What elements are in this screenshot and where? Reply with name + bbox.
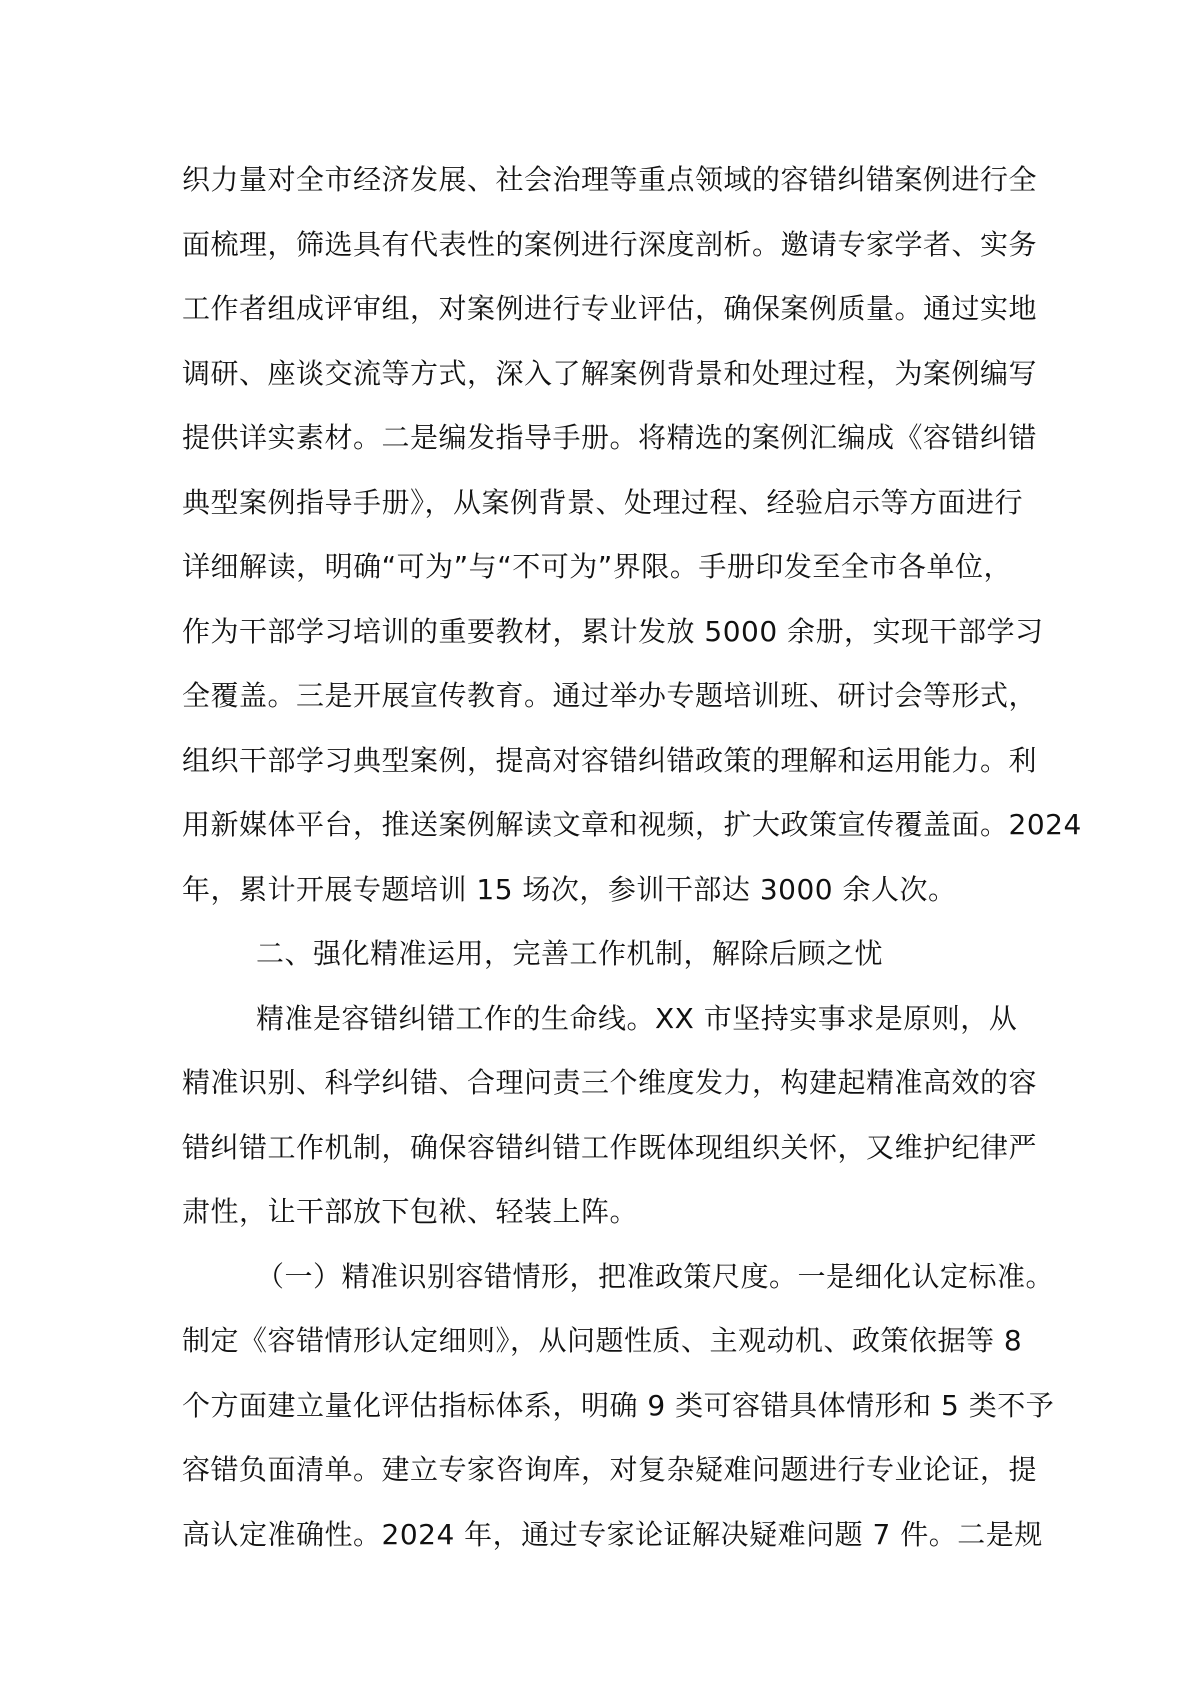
body-line: 肃性，让干部放下包袱、轻装上阵。 bbox=[182, 1195, 639, 1228]
body-line: 详细解读，明确“可为”与“不可为”界限。手册印发至全市各单位， bbox=[182, 550, 1012, 583]
section-heading: 二、强化精准运用，完善工作机制，解除后顾之忧 bbox=[256, 937, 884, 970]
body-line: 面梳理，筛选具有代表性的案例进行深度剖析。邀请专家学者、实务 bbox=[182, 227, 1038, 261]
body-line: 工作者组成评审组，对案例进行专业评估，确保案例质量。通过实地 bbox=[182, 292, 1038, 325]
document-body bbox=[182, 148, 1082, 1567]
body-line: 容错负面清单。建立专家咨询库，对复杂疑难问题进行专业论证，提 bbox=[182, 1453, 1038, 1486]
body-line: 用新媒体平台，推送案例解读文章和视频，扩大政策宣传覆盖面。2024 bbox=[182, 808, 1082, 841]
subsection-line: （一）精准识别容错情形，把准政策尺度。一是细化认定标准。 bbox=[256, 1259, 1055, 1293]
body-line: 全覆盖。三是开展宣传教育。通过举办专题培训班、研讨会等形式， bbox=[182, 679, 1038, 712]
body-line: 调研、座谈交流等方式，深入了解案例背景和处理过程，为案例编写 bbox=[182, 356, 1038, 390]
body-line: 精准识别、科学纠错、合理问责三个维度发力，构建起精准高效的容 bbox=[182, 1066, 1038, 1099]
body-line: 织力量对全市经济发展、社会治理等重点领域的容错纠错案例进行全 bbox=[182, 163, 1038, 196]
body-line: 作为干部学习培训的重要教材，累计发放 5000 余册，实现干部学习 bbox=[182, 614, 1044, 648]
body-line: 组织干部学习典型案例，提高对容错纠错政策的理解和运用能力。利 bbox=[182, 743, 1038, 777]
body-line: 精准是容错纠错工作的生命线。XX 市坚持实事求是原则，从 bbox=[256, 1001, 1018, 1035]
body-line: 个方面建立量化评估指标体系，明确 9 类可容错具体情形和 5 类不予 bbox=[182, 1388, 1055, 1422]
body-line: 年，累计开展专题培训 15 场次，参训干部达 3000 余人次。 bbox=[182, 872, 957, 906]
body-line: 高认定准确性。2024 年，通过专家论证解决疑难问题 7 件。二是规 bbox=[182, 1517, 1043, 1551]
body-line: 错纠错工作机制，确保容错纠错工作既体现组织关怀，又维护纪律严 bbox=[182, 1130, 1038, 1164]
body-line: 提供详实素材。二是编发指导手册。将精选的案例汇编成《容错纠错 bbox=[182, 421, 1038, 454]
body-line: 制定《容错情形认定细则》，从问题性质、主观动机、政策依据等 8 bbox=[182, 1324, 1023, 1357]
body-line: 典型案例指导手册》，从案例背景、处理过程、经验启示等方面进行 bbox=[182, 485, 1024, 519]
